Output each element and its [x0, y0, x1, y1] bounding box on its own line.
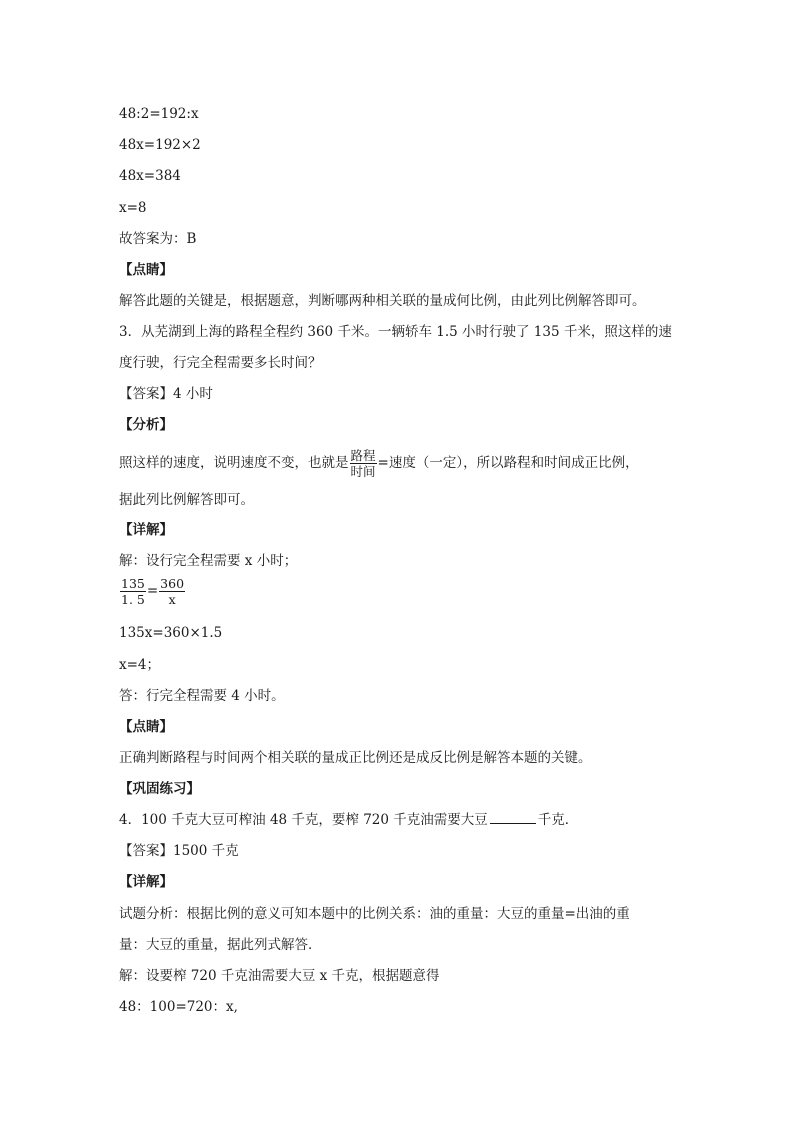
section-heading-detail: 【详解】	[119, 874, 173, 890]
question-4-text-part: 千克．	[537, 812, 579, 828]
fraction-numerator: 360	[160, 576, 185, 591]
section-heading-comment: 【点睛】	[119, 719, 173, 735]
comment-text: 解答此题的关键是，根据题意，判断哪两种相关联的量成何比例，由此列比例解答即可。	[119, 293, 646, 309]
equation-line: 48x=384	[119, 168, 181, 184]
section-heading-comment: 【点睛】	[119, 262, 173, 278]
section-heading-practice: 【巩固练习】	[119, 781, 200, 797]
answer-statement: 答：行完全程需要 4 小时。	[119, 688, 285, 704]
answer-line: 故答案为：B	[119, 231, 197, 247]
analysis-text	[119, 448, 639, 479]
section-heading-detail: 【详解】	[119, 522, 173, 538]
fraction-denominator: 1. 5	[121, 592, 145, 607]
equation-line: x=8	[119, 200, 147, 216]
answer-line: 【答案】4 小时	[119, 386, 213, 402]
fraction-denominator: x	[168, 592, 176, 607]
equation-line: 48x=192×2	[119, 137, 201, 153]
comment-text: 正确判断路程与时间两个相关联的量成正比例还是成反比例是解答本题的关键。	[119, 750, 592, 766]
proportion-equation	[119, 576, 186, 607]
solution-text: 解：设要榨 720 千克油需要大豆 x 千克，根据题意得	[119, 968, 440, 984]
analysis-text-cont: 据此列比例解答即可。	[119, 492, 254, 508]
fraction-numerator: 路程	[350, 448, 376, 463]
analysis-text-part: =速度（一定），所以路程和时间成正比例，	[377, 455, 639, 471]
fraction-distance-over-time	[350, 448, 377, 479]
detail-text-cont: 量：大豆的重量，据此列式解答．	[119, 937, 322, 953]
section-heading-analysis: 【分析】	[119, 417, 173, 433]
fraction-denominator: 时间	[350, 464, 376, 479]
question-3-text-cont: 度行驶，行完全程需要多长时间？	[119, 355, 322, 371]
solution-text: 解：设行完全程需要 x 小时；	[119, 553, 298, 569]
analysis-text-part: 照这样的速度，说明速度不变，也就是	[119, 455, 349, 471]
detail-text: 试题分析：根据比例的意义可知本题中的比例关系：油的重量：大豆的重量=出油的重	[119, 906, 630, 922]
question-4-text-part: 4．100 千克大豆可榨油 48 千克，要榨 720 千克油需要大豆	[119, 812, 488, 828]
equation-line: 48:2=192:x	[119, 106, 199, 122]
fraction-left	[120, 576, 146, 607]
fraction-right	[159, 576, 185, 607]
question-3-text: 3．从芜湖到上海的路程全程约 360 千米。一辆轿车 1.5 小时行驶了 135 千米，照这样的速	[119, 324, 672, 340]
answer-line: 【答案】1500 千克	[119, 843, 239, 859]
equation-line: 48：100=720：x,	[119, 999, 238, 1015]
fill-in-blank	[490, 811, 536, 824]
equation-line: 135x=360×1.5	[119, 625, 223, 641]
equation-line: x=4；	[119, 657, 161, 673]
fraction-numerator: 135	[121, 576, 145, 591]
equals-sign: =	[146, 583, 159, 599]
question-4-text	[119, 811, 578, 829]
